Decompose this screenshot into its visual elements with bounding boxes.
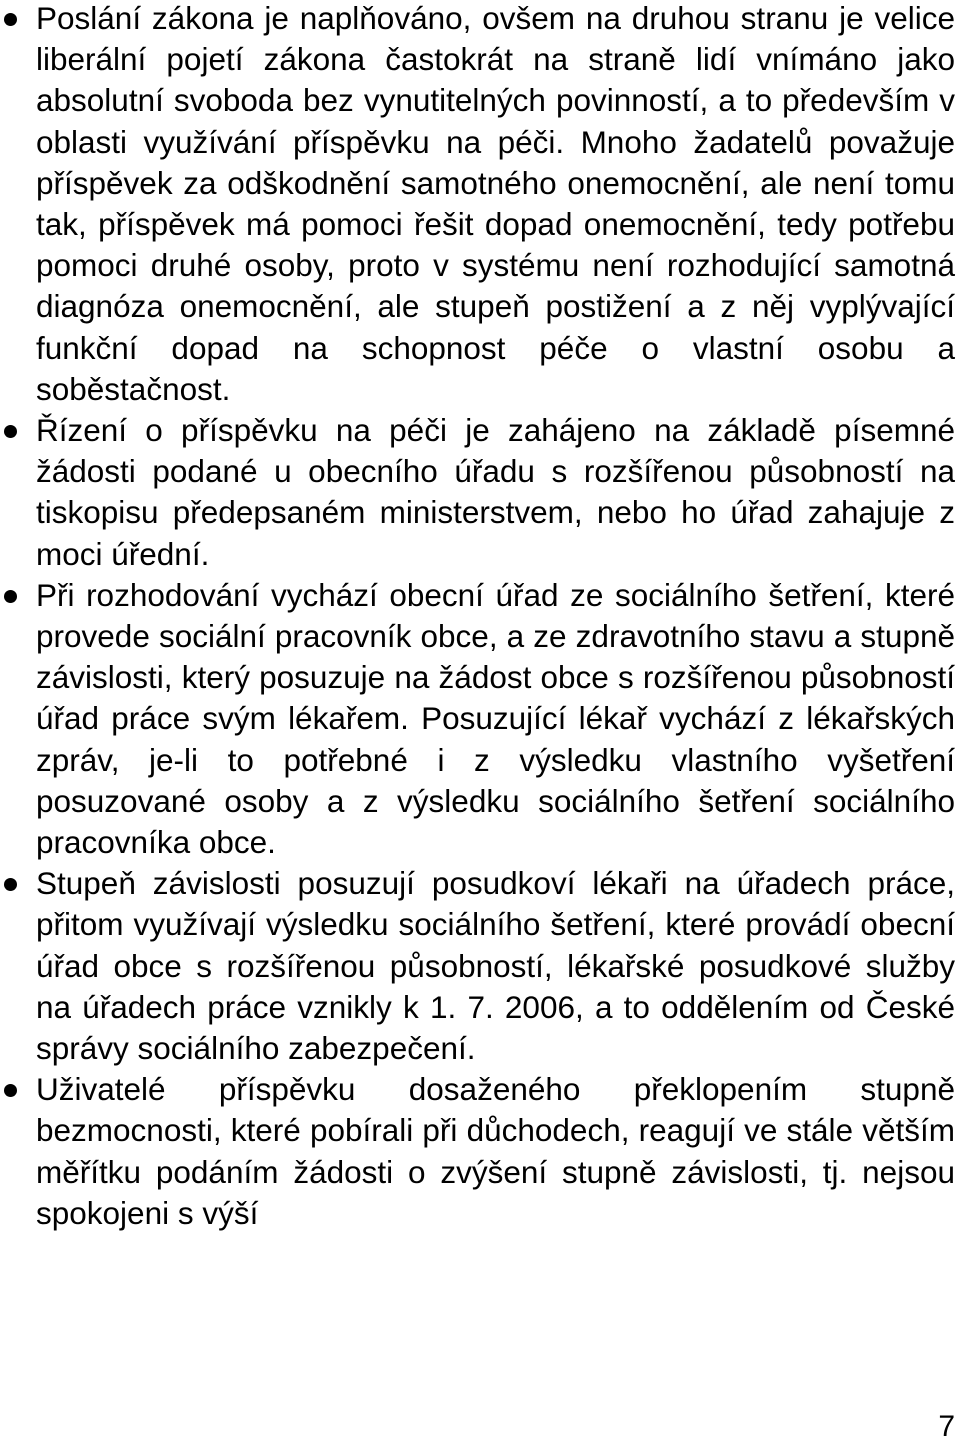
- bullet-text: Řízení o příspěvku na péči je zahájeno na základě písemné žádosti podané u obecního úřadu s rozšířenou působností na tiskopisu předepsaném ministerstvem, nebo ho úřad zahajuje z moci úřední.: [36, 412, 955, 572]
- bullet-text: Uživatelé příspěvku dosaženého překlopením stupně bezmocnosti, které pobírali při důchodech, reagují ve stále větším měřítku podáním žádosti o zvýšení stupně závislosti, tj. nejsou spokojeni s výší: [36, 1071, 955, 1231]
- bullet-text: Poslání zákona je naplňováno, ovšem na druhou stranu je velice liberální pojetí zákona častokrát na straně lidí vnímáno jako absolutní svoboda bez vynutitelných povinností, a to především v oblasti využívání příspěvku na péči. Mnoho žadatelů považuje příspěvek za odškodnění samotného onemocnění, ale není tomu tak, příspěvek má pomoci řešit dopad onemocnění, tedy potřebu pomoci druhé osoby, proto v systému není rozhodující samotná diagnóza onemocnění, ale stupeň postižení a z něj vyplývající funkční dopad na schopnost péče o vlastní osobu a soběstačnost.: [36, 0, 955, 407]
- page-number: 7: [938, 1410, 955, 1443]
- bullet-dot-icon: [4, 13, 17, 26]
- bullet-dot-icon: [4, 590, 17, 603]
- bullet-item: [0, 1069, 960, 1234]
- bullet-item: [0, 863, 960, 1069]
- bullet-item: [0, 0, 960, 410]
- bullet-dot-icon: [4, 878, 17, 891]
- bullet-dot-icon: [4, 425, 17, 438]
- bullet-text: Při rozhodování vychází obecní úřad ze sociálního šetření, které provede sociální pracovník obce, a ze zdravotního stavu a stupně závislosti, který posuzuje na žádost obce s rozšířenou působností úřad práce svým lékařem. Posuzující lékař vychází z lékařských zpráv, je-li to potřebné i z výsledku vlastního vyšetření posuzované osoby a z výsledku sociálního šetření sociálního pracovníka obce.: [36, 576, 955, 861]
- bullet-item: [0, 410, 960, 575]
- bullet-item: [0, 575, 960, 863]
- bullet-dot-icon: [4, 1084, 17, 1097]
- bullet-text: Stupeň závislosti posuzují posudkoví lékaři na úřadech práce, přitom využívají výsledku sociálního šetření, které provádí obecní úřad obce s rozšířenou působností, lékařské posudkové služby na úřadech práce vznikly k 1. 7. 2006, a to oddělením od České správy sociálního zabezpečení.: [36, 865, 955, 1067]
